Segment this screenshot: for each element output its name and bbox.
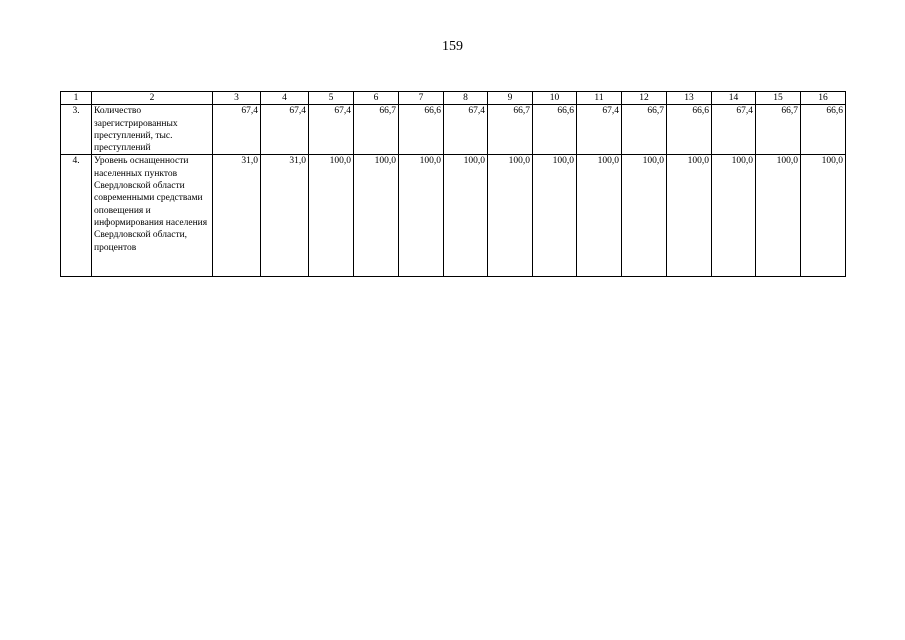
column-header: 14 (712, 92, 756, 105)
table-cell: 100,0 (399, 155, 444, 277)
table-cell: 100,0 (533, 155, 577, 277)
table-header-row (61, 92, 846, 105)
column-header: 12 (622, 92, 667, 105)
table-cell: 67,4 (712, 105, 756, 155)
table-cell: 67,4 (577, 105, 622, 155)
table-cell: 100,0 (309, 155, 354, 277)
table-cell: 100,0 (756, 155, 801, 277)
table-cell: 66,6 (801, 105, 846, 155)
table-cell: 66,6 (667, 105, 712, 155)
column-header: 5 (309, 92, 354, 105)
table-row (61, 155, 846, 277)
table-cell: 31,0 (261, 155, 309, 277)
column-header: 2 (92, 92, 213, 105)
column-header: 15 (756, 92, 801, 105)
table-cell: 66,6 (399, 105, 444, 155)
column-header: 13 (667, 92, 712, 105)
column-header: 1 (61, 92, 92, 105)
table-cell: 67,4 (213, 105, 261, 155)
column-header: 8 (444, 92, 488, 105)
row-number: 3. (61, 105, 92, 155)
table-cell: 100,0 (712, 155, 756, 277)
table-cell: 100,0 (488, 155, 533, 277)
table-cell: 31,0 (213, 155, 261, 277)
table-cell: 100,0 (667, 155, 712, 277)
table-cell: 67,4 (261, 105, 309, 155)
table-cell: 66,7 (488, 105, 533, 155)
table-cell: 100,0 (577, 155, 622, 277)
column-header: 3 (213, 92, 261, 105)
table-cell: 100,0 (444, 155, 488, 277)
column-header: 11 (577, 92, 622, 105)
table-cell: 100,0 (801, 155, 846, 277)
column-header: 4 (261, 92, 309, 105)
table-cell: 66,7 (354, 105, 399, 155)
table-cell: 100,0 (354, 155, 399, 277)
table-cell: 66,6 (533, 105, 577, 155)
data-table (60, 91, 846, 277)
table-cell: 67,4 (444, 105, 488, 155)
page-number: 159 (442, 39, 463, 54)
column-header: 6 (354, 92, 399, 105)
column-header: 7 (399, 92, 444, 105)
column-header: 16 (801, 92, 846, 105)
table-cell: 67,4 (309, 105, 354, 155)
column-header: 10 (533, 92, 577, 105)
row-number: 4. (61, 155, 92, 277)
table-row (61, 105, 846, 155)
column-header: 9 (488, 92, 533, 105)
table-cell: 66,7 (622, 105, 667, 155)
table-cell: 100,0 (622, 155, 667, 277)
indicator-name: Уровень оснащенности населенных пунктов Свердловской области современными средствами оповещения и информирования населения Свердловской области, процентов (92, 155, 213, 277)
table-cell: 66,7 (756, 105, 801, 155)
indicator-name: Количество зарегистрированных преступлений, тыс. преступлений (92, 105, 213, 155)
